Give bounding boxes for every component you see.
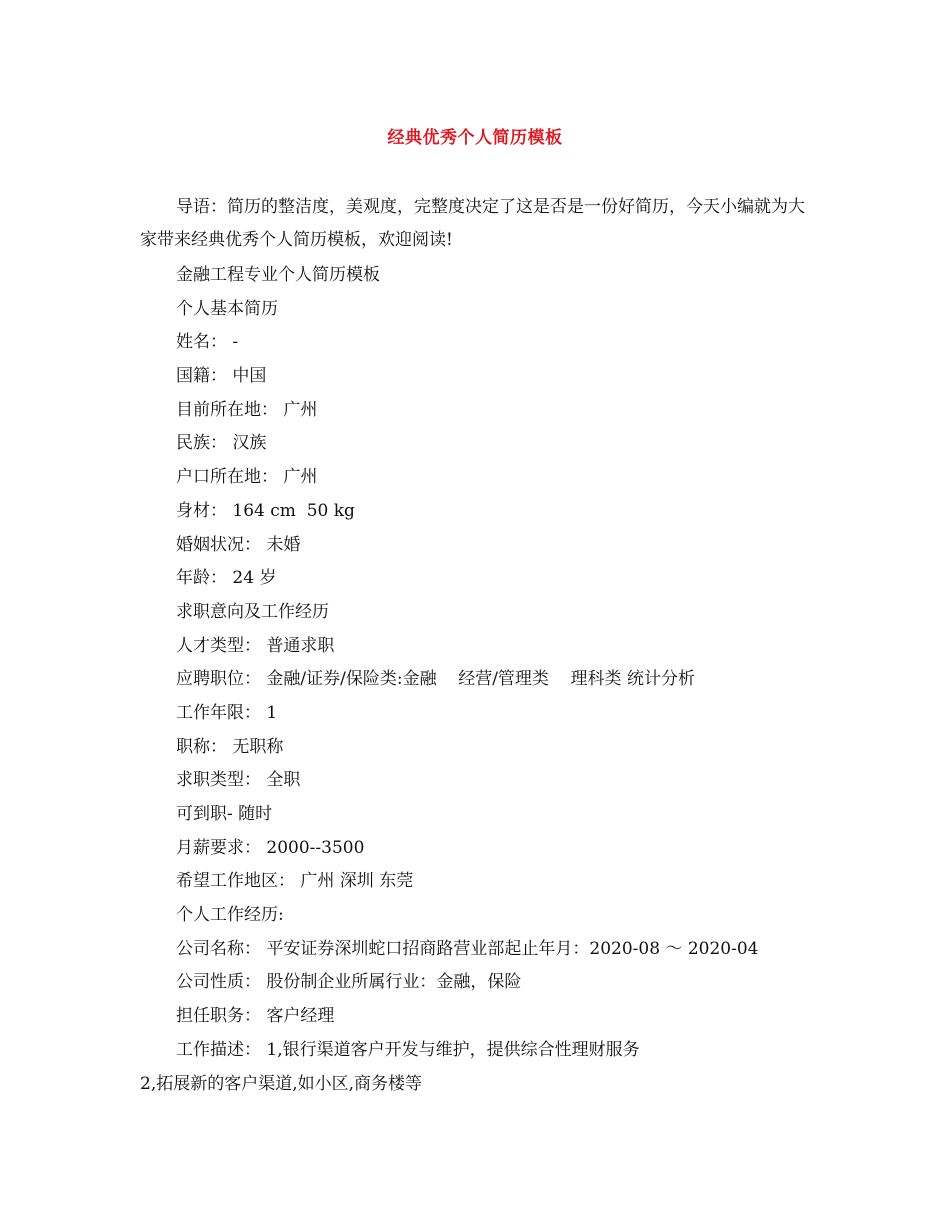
field-availability: 可到职- 随时	[176, 804, 273, 824]
field-work-region: 希望工作地区： 广州 深圳 东莞	[176, 871, 414, 892]
field-nationality: 国籍： 中国	[176, 366, 267, 387]
section-heading: 求职意向及工作经历	[176, 601, 329, 622]
field-work-years: 工作年限： 1	[176, 702, 278, 723]
job-description-continued: 2,拓展新的客户渠道,如小区,商务楼等	[140, 1073, 423, 1094]
section-heading: 金融工程专业个人简历模板	[176, 265, 380, 285]
field-company: 公司名称： 平安证券深圳蛇口招商路营业部起止年月：2020-08 ～ 2020-04	[176, 938, 759, 959]
field-hukou: 户口所在地： 广州	[176, 467, 318, 488]
field-position: 应聘职位： 金融/证券/保险类:金融 经营/管理类 理科类 统计分析	[176, 669, 695, 690]
field-salary: 月薪要求： 2000--3500	[176, 837, 365, 858]
field-title: 职称： 无职称	[176, 736, 284, 757]
resume-lines	[140, 259, 876, 1101]
field-company-nature: 公司性质： 股份制企业所属行业：金融，保险	[176, 972, 522, 993]
field-talent-type: 人才类型： 普通求职	[176, 635, 335, 656]
field-role: 担任职务： 客户经理	[176, 1006, 335, 1027]
field-current-location: 目前所在地： 广州	[176, 399, 318, 420]
field-job-description: 工作描述： 1,银行渠道客户开发与维护，提供综合性理财服务	[176, 1039, 640, 1060]
field-marital-status: 婚姻状况： 未婚	[176, 534, 301, 555]
document-title: 经典优秀个人简历模板	[387, 128, 563, 148]
field-job-type: 求职类型： 全职	[176, 770, 301, 791]
field-physique: 身材： 164 cm 50 kg	[176, 500, 355, 521]
field-name: 姓名： -	[176, 332, 239, 353]
section-heading: 个人基本简历	[176, 298, 278, 319]
section-heading: 个人工作经历:	[176, 905, 284, 926]
field-age: 年龄： 24 岁	[176, 568, 277, 589]
intro-paragraph: 导语：简历的整洁度，美观度，完整度决定了这是否是一份好简历，今天小编就为大家带来经典优秀个人简历模板，欢迎阅读!	[140, 197, 805, 250]
field-ethnicity: 民族： 汉族	[176, 433, 267, 454]
